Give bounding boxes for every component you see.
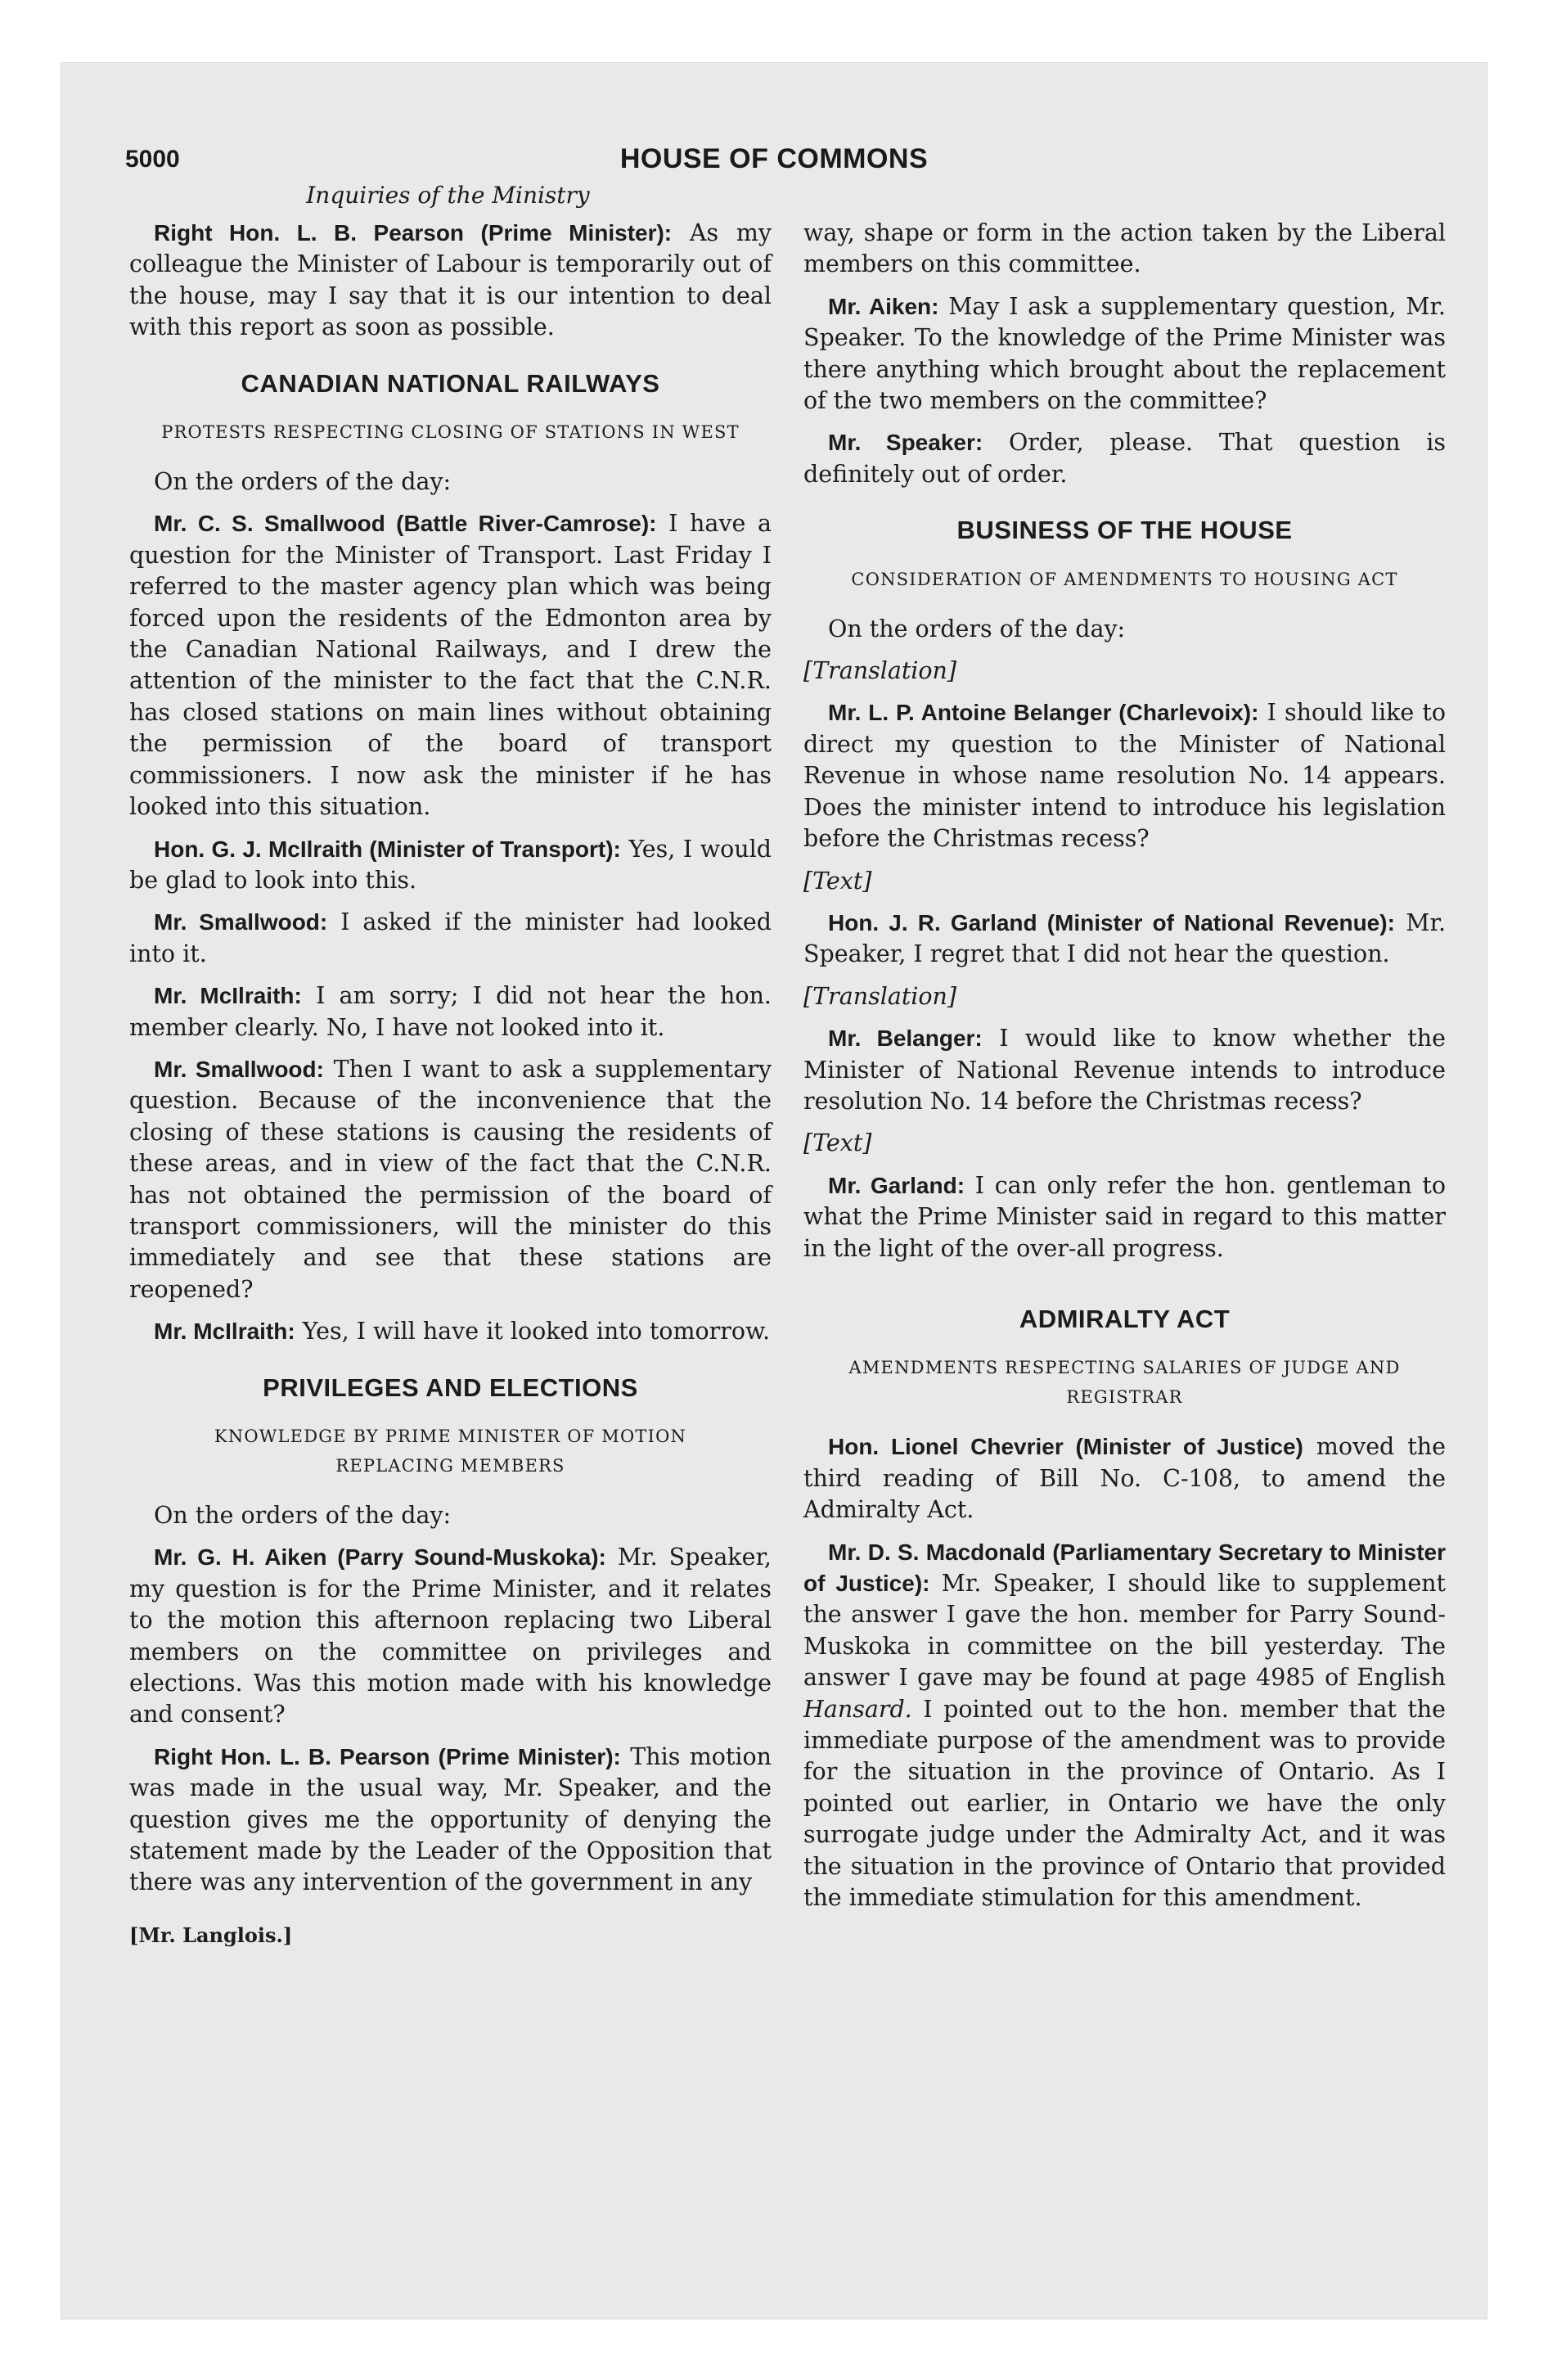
paragraph (129, 508, 772, 823)
paragraph (129, 1742, 772, 1899)
paragraph (803, 1431, 1446, 1526)
paragraph (129, 980, 772, 1044)
speech-text: Order, please. That question is definitely out of order. (803, 429, 1446, 488)
paragraph (129, 834, 772, 897)
page-number: 5000 (125, 146, 180, 173)
paragraph (803, 291, 1446, 417)
speech-text: I can only refer the hon. gentleman to what the Prime Minister said in regard to this matter in the light of the over-all progress. (803, 1171, 1446, 1262)
speaker-name: Mr. McIlraith: (154, 1318, 295, 1345)
speaker-name: Mr. Smallwood: (154, 1056, 324, 1082)
paragraph (803, 427, 1446, 490)
section-heading: CANADIAN NATIONAL RAILWAYS (241, 368, 660, 398)
speech-text: I pointed out to the hon. member that the immediate purpose of the amendment was to provide for the situation in the province of Ontario. As I pointed out earlier, in Ontario we have the only surrogate judge under the Admiralty Act, and it was the situation in the province of Ontario that provided the immediate stimulation for this amendment. (803, 1695, 1446, 1912)
paragraph (803, 697, 1446, 854)
paragraph (803, 1537, 1446, 1914)
speech-text: moved the third reading of Bill No. C-108, to amend the Admiralty Act. (803, 1433, 1446, 1524)
speech-text: I asked if the minister had looked into it. (129, 908, 772, 967)
footnote: [Mr. Langlois.] (129, 1922, 293, 1947)
speech-text: Mr. Speaker, I regret that I did not hear the question. (803, 908, 1446, 968)
speech-text: Yes, I would be glad to look into this. (129, 835, 772, 894)
speaker-name: Mr. Smallwood: (154, 909, 328, 935)
paragraph (803, 908, 1446, 971)
paragraph (129, 907, 772, 970)
section-heading: PRIVILEGES AND ELECTIONS (263, 1373, 638, 1402)
hansard-title: Hansard. (803, 1695, 912, 1723)
speech-text: Then I want to ask a supplementary question. Because of the inconvenience that the closing of these stations is causing the residents of these areas, and in view of the fact that the C.N.R. has not obtained the permission of the board of transport commissioners, will the minister do this immediately and see that these stations are reopened? (129, 1055, 772, 1303)
speaker-name: Mr. L. P. Antoine Belanger (Charlevoix): (828, 700, 1259, 726)
speech-text: Mr. Speaker, my question is for the Prime Minister, and it relates to the motion this afternoon replacing two Liberal members on the committee on privileges and elections. Was this motion made with his knowledge and consent? (129, 1544, 772, 1729)
paragraph (129, 1316, 772, 1347)
running-head: Inquiries of the Ministry (306, 182, 590, 209)
paragraph (129, 218, 772, 344)
translation-marker: [Translation] (803, 657, 957, 685)
translation-marker: [Translation] (803, 982, 957, 1010)
speaker-name: Mr. D. S. Macdonald (Parliamentary Secretary to Minister of Justice): (803, 1539, 1446, 1596)
section-subheading: PROTESTS RESPECTING CLOSING OF STATIONS IN WEST (161, 422, 740, 443)
section-subheading: AMENDMENTS RESPECTING SALARIES OF JUDGE AND REGISTRAR (848, 1358, 1401, 1408)
speech-text: I would like to know whether the Minister of National Revenue intends to introduce resolution No. 14 before the Christmas recess? (803, 1025, 1446, 1115)
right-column (803, 218, 1446, 1924)
speech-text: Mr. Speaker, I should like to supplement the answer I gave the hon. member for Parry Sound-Muskoka in committee on the bill yesterday. The answer I gave may be found at page 4985 of English (803, 1570, 1446, 1692)
orders-of-day: On the orders of the day: (828, 615, 1126, 642)
speech-text: I have a question for the Minister of Transport. Last Friday I referred to the master agency plan which was being forced upon the residents of the Edmonton area by the Canadian National Railways, and I drew the attention of the minister to the fact that the C.N.R. has closed stations on main lines without obtaining the permission of the board of transport commissioners. I now ask the minister if he has looked into this situation. (129, 510, 772, 821)
section-subheading: KNOWLEDGE BY PRIME MINISTER OF MOTION REPLACING MEMBERS (214, 1427, 687, 1476)
speaker-name: Right Hon. L. B. Pearson (Prime Minister): (154, 220, 673, 246)
speaker-name: Mr. Aiken: (828, 293, 939, 319)
orders-of-day: On the orders of the day: (154, 1502, 452, 1529)
speaker-name: Mr. Speaker: (828, 430, 983, 456)
speaker-name: Mr. Belanger: (828, 1025, 983, 1052)
speaker-name: Mr. McIlraith: (154, 983, 302, 1009)
speech-text: I should like to direct my question to the Minister of National Revenue in whose name resolution No. 14 appears. Does the minister intend to introduce his legislation before the Christmas recess? (803, 699, 1446, 853)
speaker-name: Hon. G. J. McIlraith (Minister of Transport): (154, 836, 621, 862)
paragraph: way, shape or form in the action taken by the Liberal members on this committee. (803, 219, 1446, 278)
text-marker: [Text] (803, 1129, 872, 1157)
page-header: HOUSE OF COMMONS (619, 143, 929, 174)
section-heading: ADMIRALTY ACT (1019, 1304, 1231, 1333)
section-subheading: CONSIDERATION OF AMENDMENTS TO HOUSING ACT (851, 569, 1398, 589)
paragraph (803, 1023, 1446, 1117)
speech-text: As my colleague the Minister of Labour is temporarily out of the house, may I say that it is our intention to deal with this report as soon as possible. (129, 219, 772, 341)
paragraph (803, 1170, 1446, 1264)
speech-text: I am sorry; I did not hear the hon. member clearly. No, I have not looked into it. (129, 982, 772, 1041)
paragraph (129, 1054, 772, 1305)
speaker-name: Mr. Garland: (828, 1172, 965, 1198)
speaker-name: Mr. G. H. Aiken (Parry Sound-Muskoka): (154, 1544, 606, 1571)
speech-text: May I ask a supplementary question, Mr. Speaker. To the knowledge of the Prime Minister was there anything which brought about the replacement of the two members on the committee? (803, 292, 1446, 415)
speaker-name: Hon. Lionel Chevrier (Minister of Justice) (828, 1434, 1303, 1460)
section-heading: BUSINESS OF THE HOUSE (956, 516, 1293, 545)
orders-of-day: On the orders of the day: (154, 468, 452, 496)
left-column (129, 218, 772, 1951)
speech-text: Yes, I will have it looked into tomorrow. (302, 1318, 771, 1346)
paragraph (129, 1542, 772, 1730)
speaker-name: Right Hon. L. B. Pearson (Prime Minister): (154, 1743, 621, 1769)
text-marker: [Text] (803, 867, 872, 895)
speaker-name: Hon. J. R. Garland (Minister of National Revenue): (828, 909, 1395, 935)
speaker-name: Mr. C. S. Smallwood (Battle River-Camrose): (154, 511, 657, 537)
speech-text: This motion was made in the usual way, Mr. Speaker, and the question gives me the opportunity of denying the statement made by the Leader of the Opposition that there was any intervention of the government in any (129, 1742, 772, 1896)
